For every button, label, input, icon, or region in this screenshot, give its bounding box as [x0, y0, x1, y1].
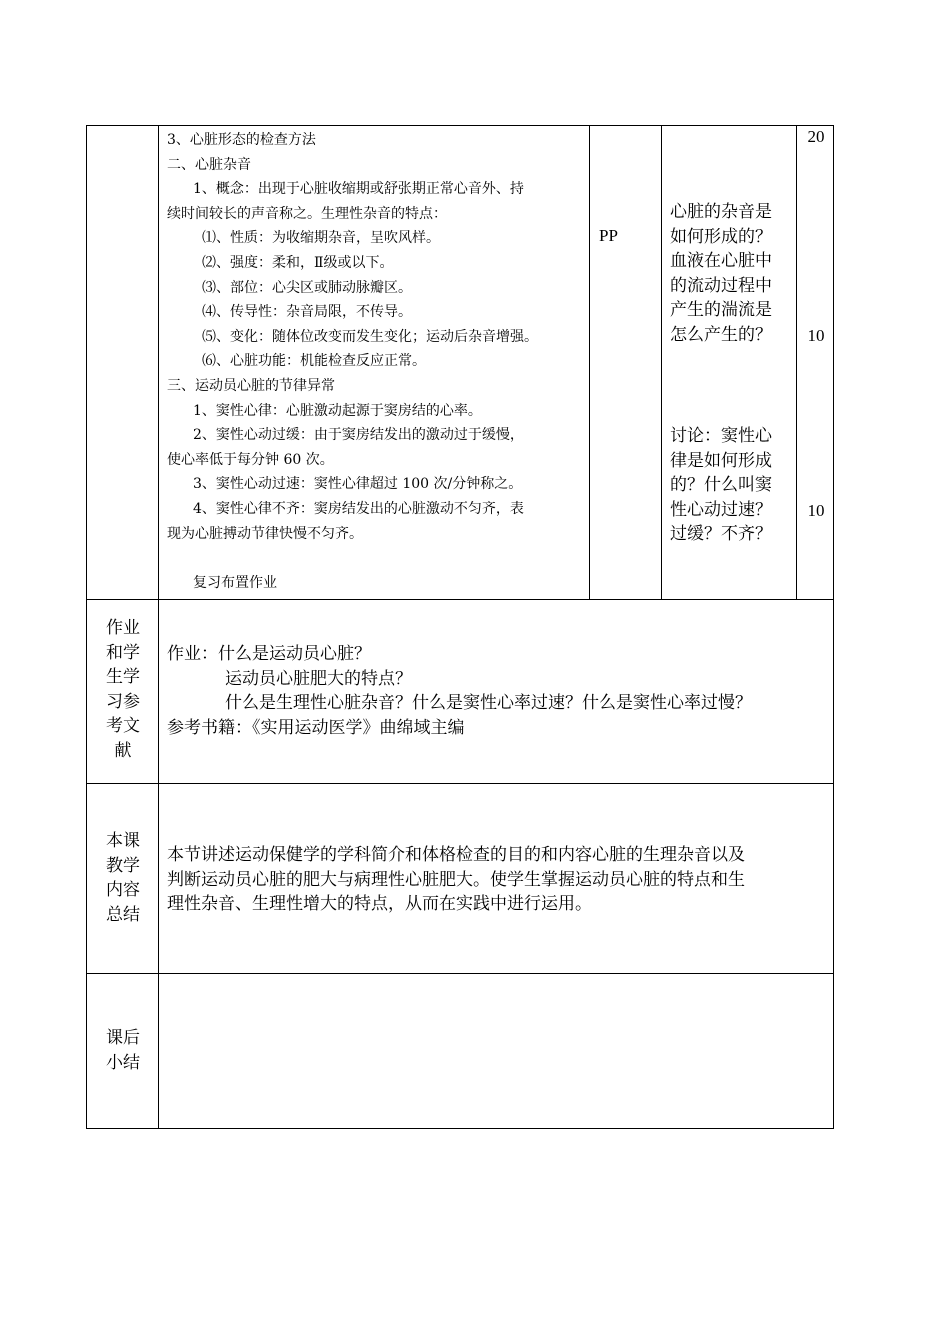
col-divider-question: [661, 126, 662, 599]
summary-content: [167, 843, 745, 917]
content-line: 2、窦性心动过缓：由于窦房结发出的激动过于缓慢，: [193, 427, 524, 444]
summary-line: 判断运动员心脏的肥大与病理性心脏肥大。使学生掌握运动员心脏的特点和生: [167, 869, 745, 890]
content-line: ⑹、心脏功能：机能检查反应正常。: [202, 353, 426, 370]
homework-line: 作业：什么是运动员心脏？: [167, 644, 371, 664]
label-line: 作业: [106, 618, 140, 638]
content-line: ⑸、变化：随体位改变而发生变化；运动后杂音增强。: [202, 328, 538, 345]
question-murmur: [670, 200, 796, 348]
lesson-plan-table: [86, 125, 834, 1129]
question-line: 心脏的杂音是: [670, 202, 772, 222]
content-line: 3、窦性心动过速：窦性心律超过 100 次/分钟称之。: [193, 476, 523, 493]
label-line: 和学: [106, 642, 140, 663]
summary-line: 本节讲述运动保健学的学科简介和体格检查的目的和内容心脏的生理杂音以及: [167, 845, 745, 865]
homework-line: 什么是生理性心脏杂音？什么是窦性心率过速？什么是窦性心率过慢？: [225, 693, 752, 714]
minutes-value: 10: [807, 501, 825, 520]
label-line: 课后: [106, 1028, 140, 1048]
content-line: 1、概念：出现于心脏收缩期或舒张期正常心音外、持: [193, 181, 524, 198]
content-line: 现为心脏搏动节律快慢不匀齐。: [167, 525, 363, 542]
teaching-content: [167, 128, 587, 595]
content-line: ⑵、强度：柔和，Ⅱ级或以下。: [202, 254, 394, 271]
question-line: 讨论：窦性心: [670, 426, 772, 446]
label-line: 习参: [106, 691, 140, 712]
summary-line: 理性杂音、生理性增大的特点，从而在实践中进行运用。: [167, 894, 592, 915]
homework-line: 参考书籍：《实用运动医学》曲绵域主编: [167, 717, 465, 738]
content-line: ⑷、传导性：杂音局限，不传导。: [202, 304, 412, 321]
homework-content: [167, 642, 752, 740]
label-line: 考文: [106, 716, 140, 736]
homework-line: 运动员心脏肥大的特点？: [225, 668, 412, 689]
content-line: ⑶、部位：心尖区或肺动脉瓣区。: [202, 279, 412, 296]
question-line: 的流动过程中: [670, 275, 772, 296]
label-line: 献: [114, 740, 132, 761]
after-class-content: [159, 974, 833, 1128]
content-line: ⑴、性质：为收缩期杂音，呈吹风样。: [202, 230, 440, 247]
question-line: 律是如何形成: [670, 450, 772, 471]
row-divider-1: [87, 599, 833, 600]
after-class-label: [87, 1026, 159, 1075]
question-line: 产生的湍流是: [670, 300, 772, 321]
label-line: 本课: [106, 831, 140, 851]
content-line: 复习布置作业: [193, 574, 277, 591]
row-divider-2: [87, 783, 833, 784]
question-line: 怎么产生的？: [670, 324, 772, 345]
label-line: 生学: [106, 667, 140, 687]
question-line: 如何形成的？: [670, 226, 772, 247]
question-line: 过缓？不齐？: [670, 524, 772, 545]
minutes-value: 20: [807, 127, 825, 146]
question-line: 性心动过速？: [670, 499, 772, 520]
col-divider-minutes: [796, 126, 797, 599]
content-line: 二、心脏杂音: [167, 156, 251, 173]
content-line: [167, 546, 587, 571]
content-line: 4、窦性心律不齐：窦房结发出的心脏激动不匀齐，表: [193, 500, 524, 517]
label-line: 内容: [106, 880, 140, 900]
content-line: 3、心脏形态的检查方法: [167, 132, 316, 148]
homework-label: [87, 616, 159, 763]
content-line: 续时间较长的声音称之。生理性杂音的特点：: [167, 205, 447, 222]
teaching-method: PP: [599, 226, 618, 245]
summary-label: [87, 829, 159, 927]
label-line: 教学: [106, 855, 140, 876]
question-sinus-rhythm: [670, 424, 796, 547]
question-line: 的？什么叫窦: [670, 475, 772, 496]
content-line: 三、运动员心脏的节律异常: [167, 377, 335, 394]
label-line: 小结: [106, 1052, 140, 1073]
col-divider-method: [589, 126, 590, 599]
content-line: 使心率低于每分钟 60 次。: [167, 451, 334, 468]
content-line: 1、窦性心律：心脏激动起源于窦房结的心率。: [193, 402, 482, 419]
label-line: 总结: [106, 904, 140, 925]
question-line: 血液在心脏中: [670, 251, 772, 272]
minutes-value: 10: [807, 326, 825, 345]
